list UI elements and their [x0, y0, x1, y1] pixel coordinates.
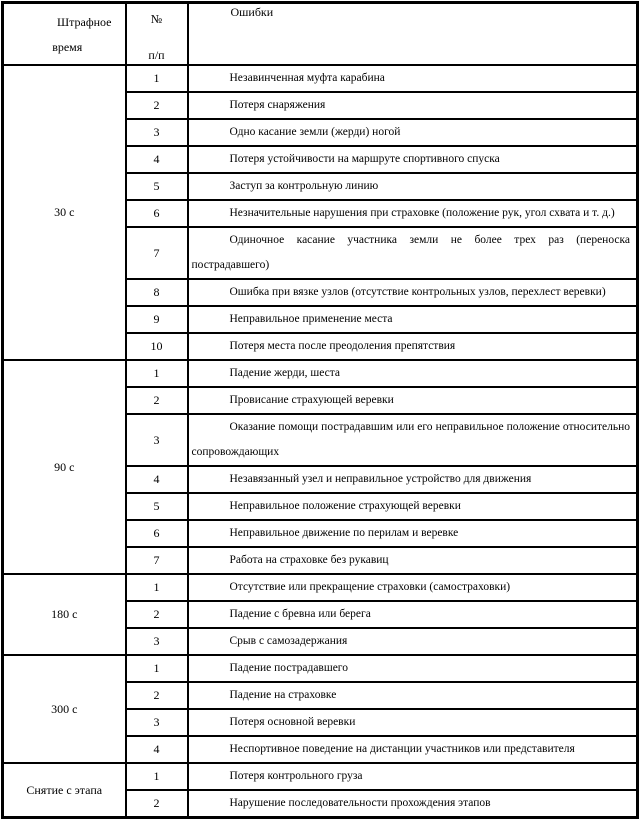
error-text: Оказание помощи пострадавшим или его неправильное положение относительно сопровождающих	[188, 414, 638, 466]
error-number: 4	[126, 466, 188, 493]
error-number: 6	[126, 520, 188, 547]
error-number: 2	[126, 601, 188, 628]
table-row	[3, 574, 638, 601]
error-text: Провисание страхующей веревки	[188, 387, 638, 414]
error-number: 5	[126, 173, 188, 200]
penalty-group-label: 300 с	[3, 655, 126, 763]
error-number: 3	[126, 628, 188, 655]
error-number: 1	[126, 763, 188, 790]
error-text: Ошибка при вязке узлов (отсутствие контрольных узлов, перехлест веревки)	[188, 279, 638, 306]
error-number: 7	[126, 227, 188, 279]
error-text: Падение на страховке	[188, 682, 638, 709]
error-text: Работа на страховке без рукавиц	[188, 547, 638, 574]
error-text: Потеря снаряжения	[188, 92, 638, 119]
header-penalty-line1: Штрафное	[57, 15, 112, 29]
error-number: 4	[126, 146, 188, 173]
error-number: 6	[126, 200, 188, 227]
error-number: 2	[126, 92, 188, 119]
table-row	[3, 65, 638, 92]
error-number: 3	[126, 119, 188, 146]
error-text: Неправильное движение по перилам и веревке	[188, 520, 638, 547]
error-text: Потеря места после преодоления препятствия	[188, 333, 638, 360]
error-number: 1	[126, 360, 188, 387]
error-number: 2	[126, 790, 188, 818]
header-errors: Ошибки	[188, 3, 638, 66]
error-text: Неправильное положение страхующей веревки	[188, 493, 638, 520]
error-text: Отсутствие или прекращение страховки (самостраховки)	[188, 574, 638, 601]
error-text: Заступ за контрольную линию	[188, 173, 638, 200]
error-text: Одно касание земли (жерди) ногой	[188, 119, 638, 146]
error-number: 4	[126, 736, 188, 763]
penalty-group-label: 30 с	[3, 65, 126, 360]
table-body	[3, 65, 638, 818]
error-number: 3	[126, 414, 188, 466]
penalty-table	[1, 1, 639, 819]
header-number	[126, 3, 188, 66]
error-text: Падение с бревна или берега	[188, 601, 638, 628]
error-number: 8	[126, 279, 188, 306]
header-number-line1: №	[150, 12, 163, 26]
header-number-line2: п/п	[148, 48, 165, 62]
table-row	[3, 360, 638, 387]
penalty-group-label: 90 с	[3, 360, 126, 574]
error-text: Срыв с самозадержания	[188, 628, 638, 655]
error-text: Незначительные нарушения при страховке (положение рук, угол схвата и т. д.)	[188, 200, 638, 227]
header-row	[3, 3, 638, 66]
error-number: 2	[126, 387, 188, 414]
error-text: Потеря контрольного груза	[188, 763, 638, 790]
error-text: Нарушение последовательности прохождения этапов	[188, 790, 638, 818]
header-penalty-time	[3, 3, 126, 66]
error-number: 7	[126, 547, 188, 574]
error-text: Падение пострадавшего	[188, 655, 638, 682]
error-text: Неспортивное поведение на дистанции участников или представителя	[188, 736, 638, 763]
error-text: Неправильное применение места	[188, 306, 638, 333]
penalty-group-label: Снятие с этапа	[3, 763, 126, 818]
header-penalty-line2: время	[52, 40, 83, 54]
error-text: Одиночное касание участника земли не более трех раз (переноска пострадавшего)	[188, 227, 638, 279]
table-row	[3, 655, 638, 682]
error-number: 9	[126, 306, 188, 333]
error-number: 10	[126, 333, 188, 360]
error-text: Незавинченная муфта карабина	[188, 65, 638, 92]
error-number: 2	[126, 682, 188, 709]
error-text: Потеря основной веревки	[188, 709, 638, 736]
error-number: 3	[126, 709, 188, 736]
error-number: 1	[126, 65, 188, 92]
penalty-group-label: 180 с	[3, 574, 126, 655]
error-text: Незавязанный узел и неправильное устройство для движения	[188, 466, 638, 493]
table-row	[3, 763, 638, 790]
error-text: Падение жерди, шеста	[188, 360, 638, 387]
error-number: 1	[126, 655, 188, 682]
error-text: Потеря устойчивости на маршруте спортивного спуска	[188, 146, 638, 173]
error-number: 5	[126, 493, 188, 520]
error-number: 1	[126, 574, 188, 601]
